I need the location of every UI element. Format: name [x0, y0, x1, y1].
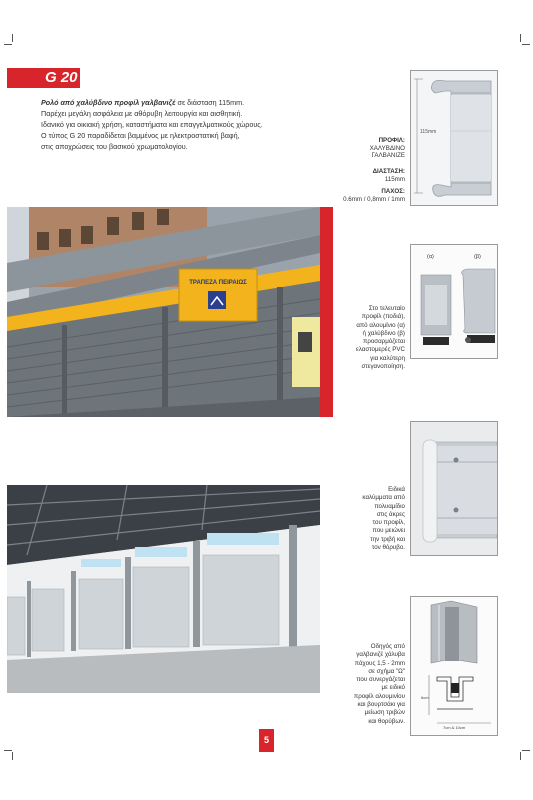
intro-lead: Ρολό από χαλύβδινο προφίλ γαλβανιζέ: [41, 98, 176, 107]
caption-line: του προφίλ,: [372, 519, 405, 527]
end-cap-diagram: [410, 421, 498, 556]
end-cap-illustration: [411, 422, 497, 555]
caption-line: μείωση τριβών: [364, 709, 405, 717]
seal-label-b: (β): [474, 254, 481, 260]
model-title-banner: [7, 68, 80, 88]
caption-line: στεγανοποίηση.: [361, 363, 405, 371]
caption-line: ή χαλύβδινο (β): [362, 329, 405, 337]
caption-line: και βουρτσάκι για: [357, 701, 405, 709]
caption-line: προφίλ (ποδιά),: [361, 313, 405, 321]
seal-label-a: (α): [427, 254, 434, 260]
caption-line: ελαστομερές PVC: [356, 346, 405, 354]
caption-line: πάχους 1,5 - 2mm: [354, 659, 405, 667]
spec-thickness-value: 0.6mm / 0,8mm / 1mm: [343, 195, 405, 203]
seal-caption: [356, 305, 405, 371]
intro-lead-rest: σε διάσταση 115mm.: [175, 98, 245, 107]
guide-rail-illustration: [411, 597, 497, 735]
caption-line: Ειδικά: [388, 486, 405, 493]
spec-profile: [370, 137, 405, 160]
crop-mark: [520, 752, 521, 760]
caption-line: τον θόρυβο.: [371, 544, 405, 552]
spec-profile-value: ΓΑΛΒΑΝΙΖΕ: [371, 152, 405, 159]
crop-mark: [12, 34, 13, 42]
caption-line: γαλβανιζέ χάλυβα: [356, 651, 405, 659]
profile-dimension-text: 115mm: [420, 129, 437, 135]
caption-line: την τριβή και: [370, 535, 405, 543]
caption-line: από αλουμίνιο (α): [356, 321, 405, 329]
spec-profile-label: ΠΡΟΦΙΛ:: [378, 137, 405, 144]
caption-line: πολυαμίδιο: [374, 502, 405, 510]
intro-line: στις αποχρώσεις του βασικού χρωματολογίου.: [41, 142, 188, 151]
intro-line: Ο τύπος G 20 παραδίδεται βαμμένος με ηλεκτροστατική βαφή,: [41, 131, 240, 140]
crop-mark: [522, 44, 530, 45]
caption-line: που συνεργάζεται: [356, 676, 405, 684]
crop-mark: [520, 34, 521, 42]
end-cap-caption: [362, 486, 405, 552]
page-number: 5: [259, 729, 274, 752]
guide-depth-text: 6cm: [421, 695, 429, 700]
seal-illustration: [411, 245, 497, 358]
spec-thickness: [343, 188, 405, 203]
intro-line: Παρέχει μεγάλη ασφάλεια με αθόρυβη λειτουργία και αισθητική.: [41, 109, 243, 118]
caption-line: προσαρμόζεται: [363, 338, 405, 346]
intro-paragraph: [41, 97, 291, 152]
caption-line: και θορύβων.: [368, 717, 405, 725]
caption-line: στις άκρες: [376, 510, 405, 518]
red-accent-bar: [320, 207, 333, 417]
storefront-photo: [7, 207, 320, 417]
spec-dimension: [373, 168, 405, 183]
caption-line: σε σχήμα "Ω": [368, 667, 405, 675]
crop-mark: [4, 750, 12, 751]
guide-rail-caption: [354, 643, 405, 726]
bottom-seal-diagram: [410, 244, 498, 359]
caption-line: Στο τελευταίο: [368, 305, 405, 312]
spec-profile-value: ΧΑΛΥΒΔΙΝΟ: [369, 144, 405, 152]
crop-mark: [12, 752, 13, 760]
profile-diagram: [410, 70, 498, 206]
crop-mark: [4, 44, 12, 45]
intro-line: Ιδανικό για οικιακή χρήση, καταστήματα και επαγγελματικούς χώρους.: [41, 120, 263, 129]
model-title: G 20: [45, 69, 78, 86]
spec-dimension-value: 115mm: [384, 175, 405, 183]
storefront-illustration: [7, 207, 320, 417]
caption-line: με ειδικό: [381, 684, 405, 692]
caption-line: καλύμματα από: [362, 494, 405, 502]
profile-illustration: [411, 71, 497, 205]
caption-line: που μειώνει: [372, 527, 405, 535]
warehouse-illustration: [7, 485, 320, 693]
spec-dimension-label: ΔΙΑΣΤΑΣΗ:: [372, 168, 405, 175]
warehouse-photo: [7, 485, 320, 693]
spec-thickness-label: ΠΑΧΟΣ:: [381, 188, 405, 195]
guide-width-text: 7cm & 10cm: [443, 725, 466, 730]
caption-line: για καλύτερη: [370, 354, 405, 362]
caption-line: προφίλ αλουμινίου: [353, 692, 405, 700]
crop-mark: [522, 750, 530, 751]
caption-line: Οδηγός από: [370, 643, 405, 650]
bank-sign-text: ΤΡΑΠΕΖΑ ΠΕΙΡΑΙΩΣ: [189, 280, 247, 286]
guide-rail-diagram: [410, 596, 498, 736]
